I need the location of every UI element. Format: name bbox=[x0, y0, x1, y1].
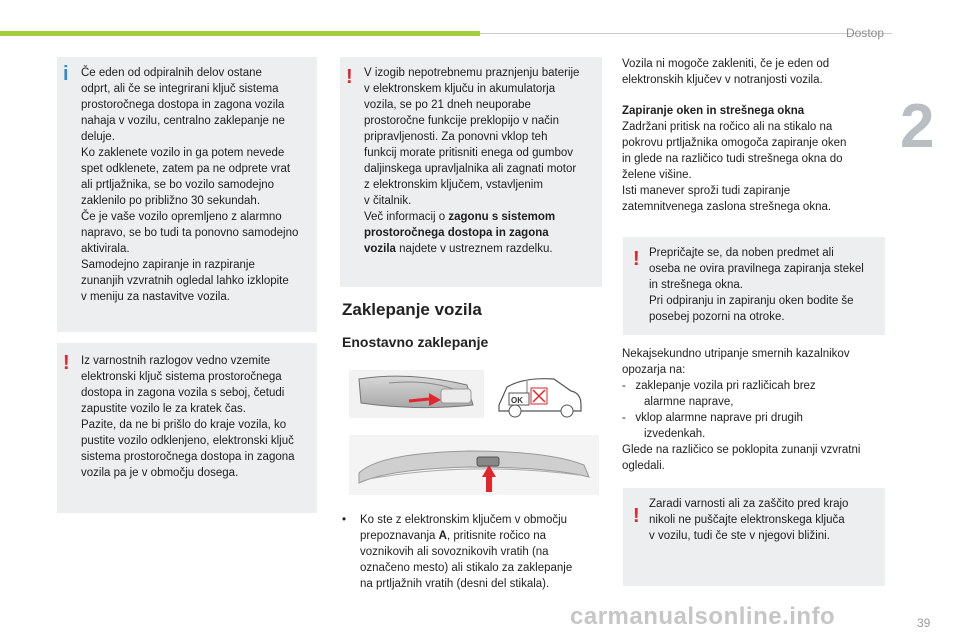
text-line: označeno mesto) ali stikalo za zaklepanje bbox=[360, 562, 573, 574]
text-line: Nekajsekundno utripanje smernih kazalnikov bbox=[622, 348, 850, 360]
tailgate-drawing bbox=[349, 435, 599, 495]
ok-label: OK bbox=[511, 396, 523, 405]
warning-box-text bbox=[649, 496, 881, 544]
text-line: dostopa in zagona vozila s seboj, četudi bbox=[81, 387, 285, 399]
text-line: Ko zaklenete vozilo in ga potem nevede bbox=[81, 147, 285, 159]
text-line: v vozilu, tudi če ste v njegovi bližini. bbox=[649, 530, 830, 542]
text-line: in glede na različico tudi strešnega okna do bbox=[622, 153, 843, 165]
info-box-central-locking bbox=[57, 57, 317, 332]
text-line: želene višine. bbox=[622, 169, 692, 181]
car-icon bbox=[499, 379, 581, 417]
text-line: prostoročne funkcije preklopijo v način bbox=[364, 115, 559, 127]
warning-icon: ! bbox=[633, 505, 640, 527]
text-line: ali prtljažnika, se bo vozilo samodejno bbox=[81, 179, 275, 191]
text-line: elektronskih ključev v notranjosti vozila. bbox=[622, 74, 823, 86]
text-line: oseba ne ovira pravilnega zapiranja stekel bbox=[649, 263, 864, 275]
reference-bold: zagonu s sistemom bbox=[448, 211, 556, 223]
text-line: nahaja v vozilu, centralno zaklepanje ne bbox=[81, 115, 285, 127]
info-icon: i bbox=[63, 63, 69, 85]
text-line: Če eden od odpiralnih delov ostane bbox=[81, 67, 262, 79]
warning-box-text bbox=[81, 353, 311, 481]
text-line: pokrovu prtljažnika omogoča zapiranje oken bbox=[622, 137, 847, 149]
text-line: zunanjih vzvratnih ogledal lahko izklopite bbox=[81, 275, 289, 287]
text-line: Če je vaše vozilo opremljeno z alarmno bbox=[81, 211, 282, 223]
text-line: zatemnitvenega zaslona strešnega okna. bbox=[622, 201, 832, 213]
text-line: odprt, ali če se integrirani ključ sistema bbox=[81, 83, 279, 95]
text-line: spet odklenete, zatem pa ne odprete vrat bbox=[81, 163, 291, 175]
text-line: pripravljenosti. Za ponovni vklop teh bbox=[364, 131, 548, 143]
text-line: prostoročnega dostopa in zagona vozila bbox=[81, 99, 285, 111]
text-line: voznikovih ali sovoznikovih vratih (na bbox=[360, 546, 549, 558]
label-a: A bbox=[438, 530, 447, 542]
text-line: Prepričajte se, da noben predmet ali bbox=[649, 247, 834, 259]
text-line: Pazite, da ne bi prišlo do kraje vozila, ko bbox=[81, 419, 287, 431]
text-line: daljinskega upravljalnika ali zagnati motor bbox=[364, 163, 577, 175]
key-inside-note bbox=[622, 56, 884, 88]
text-line: v meniju za nastavitve vozila. bbox=[81, 291, 230, 303]
text-line: aktivirala. bbox=[81, 243, 130, 255]
text-line: in strešnega okna. bbox=[649, 279, 743, 291]
text-line: ogledali. bbox=[622, 460, 665, 472]
warning-box-text bbox=[364, 65, 596, 257]
warning-box-key-in-vehicle bbox=[623, 488, 885, 586]
list-item-continued: izvedenkah. bbox=[644, 428, 706, 440]
subsection-heading: Enostavno zaklepanje bbox=[342, 334, 489, 350]
text-line: v čitalnik. bbox=[364, 195, 412, 207]
text-line: Iz varnostnih razlogov vedno vzemite bbox=[81, 355, 271, 367]
bullet-icon: • bbox=[342, 514, 347, 526]
header-rule bbox=[480, 33, 892, 34]
reference-bold: prostoročnega dostopa in zagona bbox=[364, 227, 549, 239]
text-run: , pritisnite ročico na bbox=[446, 530, 547, 542]
text-line: Glede na različico se poklopita zunanji vzvratni bbox=[622, 444, 861, 456]
windows-closing-section bbox=[622, 103, 884, 215]
text-line: z elektronskim ključem, vstavljenim bbox=[364, 179, 543, 191]
text-line bbox=[364, 209, 596, 225]
text-run: najdete v ustreznem razdelku. bbox=[395, 243, 553, 255]
locking-illustration bbox=[349, 365, 599, 495]
text-line bbox=[364, 225, 596, 241]
indicator-signals-section bbox=[622, 346, 884, 474]
text-line: v elektronskem ključu in akumulatorja bbox=[364, 83, 556, 95]
text-line: Pri odpiranju in zapiranju oken bodite še bbox=[649, 295, 854, 307]
text-line: vozila, se po 21 dneh neuporabe bbox=[364, 99, 531, 111]
warning-box-battery bbox=[340, 57, 602, 287]
text-line bbox=[364, 241, 596, 257]
section-heading: Zaklepanje vozila bbox=[342, 300, 482, 319]
section-title: Dostop bbox=[846, 26, 885, 40]
text-line: na prtljažnih vratih (desni del stikala). bbox=[360, 578, 550, 590]
text-line: nikoli ne puščajte elektronskega ključa bbox=[649, 514, 845, 526]
text-line: V izogib nepotrebnemu praznjenju baterije bbox=[364, 67, 580, 79]
warning-icon: ! bbox=[63, 352, 70, 374]
list-item: - zaklepanje vozila pri različicah brez bbox=[622, 380, 816, 392]
windows-heading bbox=[622, 103, 884, 119]
text-line: Vozila ni mogoče zakleniti, če je eden od bbox=[622, 58, 830, 70]
text-line: funkcij morate pritisniti enega od gumbov bbox=[364, 147, 574, 159]
text-line: Ko ste z elektronskim ključem v območju bbox=[360, 514, 568, 526]
text-line: napravo, se bo tudi ta ponovno samodejno bbox=[81, 227, 299, 239]
info-box-text bbox=[81, 65, 311, 305]
text-line: Zadržani pritisk na ročico ali na stikalo na bbox=[622, 121, 833, 133]
text-line: zapustite vozilo le za kratek čas. bbox=[81, 403, 246, 415]
text-line: elektronski ključ sistema prostoročnega bbox=[81, 371, 282, 383]
watermark: carmanualsonline.info bbox=[570, 603, 836, 630]
text-line: Samodejno zapiranje in razpiranje bbox=[81, 259, 255, 271]
text-line: Zaradi varnosti ali za zaščito pred krajo bbox=[649, 498, 849, 510]
list-item-continued: alarmne naprave, bbox=[644, 396, 734, 408]
door-handle-drawing bbox=[349, 370, 484, 418]
warning-icon: ! bbox=[346, 66, 353, 88]
text-line: pustite vozilo odklenjeno, elektronski ključ bbox=[81, 435, 294, 447]
text-line: Isti manever sproži tudi zapiranje bbox=[622, 185, 791, 197]
text-line: vozila pa je v območju dosega. bbox=[81, 467, 239, 479]
text-run: prepoznavanja bbox=[360, 530, 439, 542]
text-line: zaklenilo po približno 30 sekundah. bbox=[81, 195, 261, 207]
text-line: posebej pozorni na otroke. bbox=[649, 311, 785, 323]
instruction-step bbox=[342, 512, 600, 592]
list-item: - vklop alarmne naprave pri drugih bbox=[622, 412, 803, 424]
text-line: deluje. bbox=[81, 131, 115, 143]
chapter-number: 2 bbox=[900, 92, 935, 161]
warning-box-windows bbox=[623, 237, 885, 335]
page-number: 39 bbox=[917, 616, 931, 630]
text-line bbox=[360, 528, 600, 544]
text-run: Več informacij o bbox=[364, 211, 449, 223]
warning-box-key-safety bbox=[57, 343, 317, 513]
text-line: opozarja na: bbox=[622, 364, 686, 376]
windows-title: Zapiranje oken in strešnega okna bbox=[622, 105, 805, 117]
header-accent-bar bbox=[0, 31, 480, 36]
warning-box-text bbox=[649, 245, 881, 325]
warning-icon: ! bbox=[633, 248, 640, 270]
reference-bold: vozila bbox=[364, 243, 396, 255]
text-line: sistema prostoročnega dostopa in zagona bbox=[81, 451, 295, 463]
